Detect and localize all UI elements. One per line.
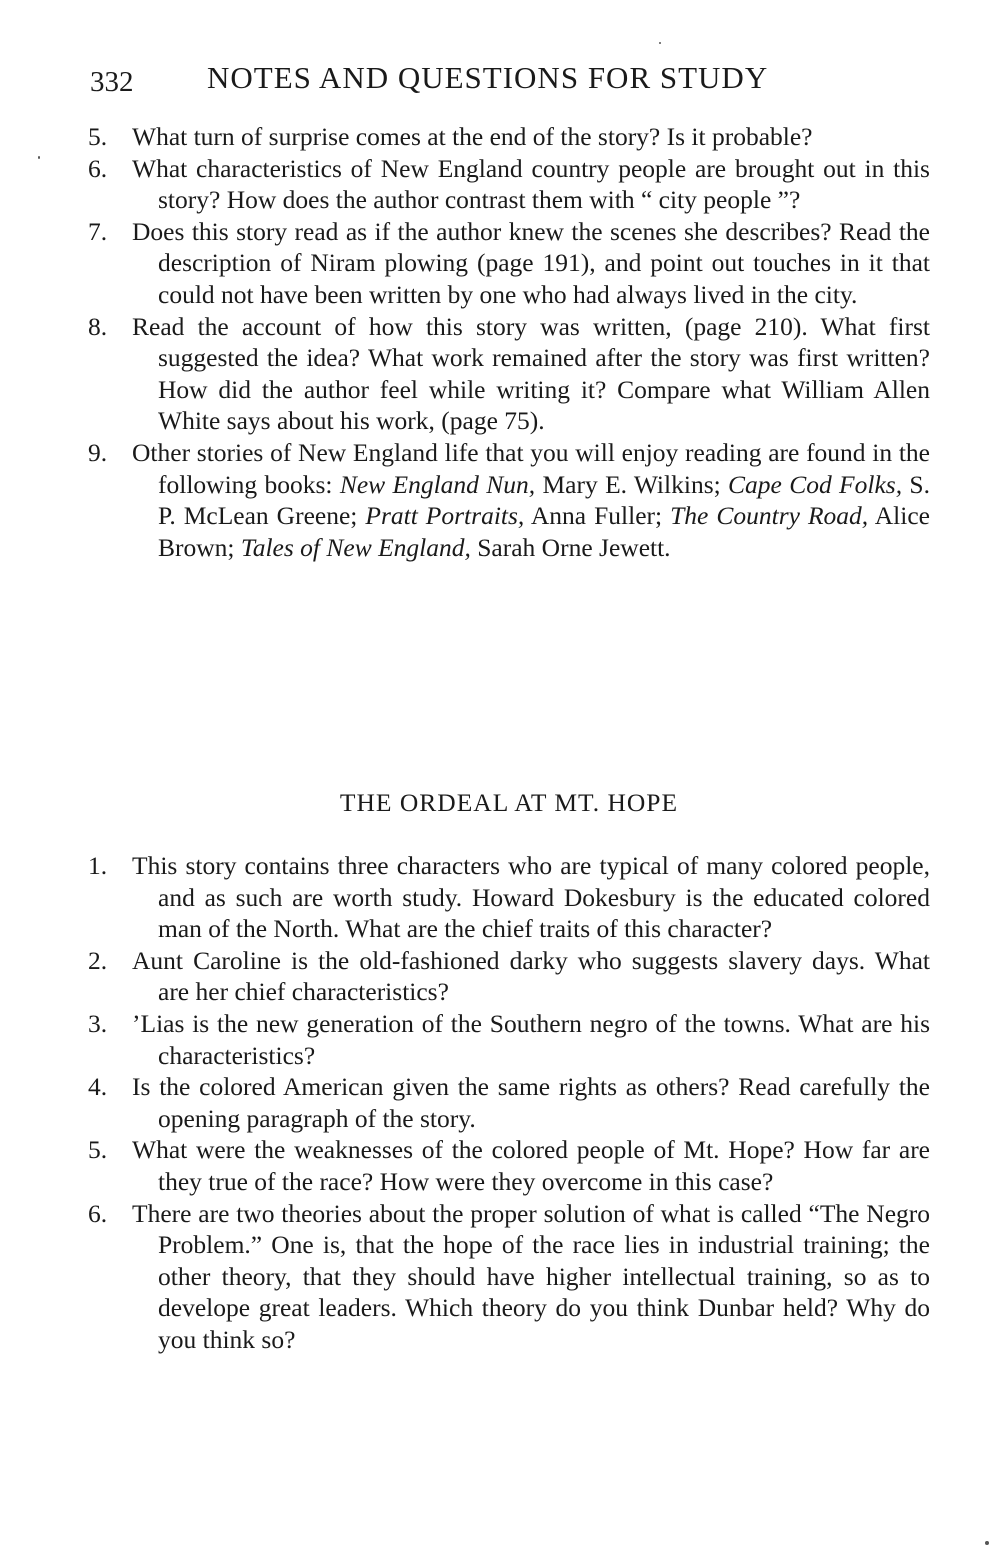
question-text-reading-list [132, 438, 930, 562]
question-text: Does this story read as if the author knew the scenes she describes? Read the description of Niram plowing (page 191), and point out touches in it that could not have been written by one who had always lived in the city. [132, 216, 930, 309]
question-number: 5. [88, 1135, 108, 1165]
question-number: 7. [88, 216, 108, 246]
question-number: 9. [88, 437, 108, 467]
list-item [88, 945, 930, 1008]
list-item [88, 153, 930, 216]
list-item [88, 437, 930, 563]
question-list-continued [88, 121, 930, 563]
question-text: Aunt Caroline is the old-fashioned darky who suggests slavery days. What are her chief characteristics? [132, 945, 930, 1007]
question-text: Read the account of how this story was written, (page 210). What first suggested the idea? What work remained after the story was first written? How did the author feel while writing it? Compare what William Allen White says about his work, (page 75). [132, 311, 930, 436]
running-head [90, 60, 830, 104]
question-number: 8. [88, 311, 108, 341]
question-number: 6. [88, 1198, 108, 1228]
question-text: ’Lias is the new generation of the Southern negro of the towns. What are his characteristics? [132, 1008, 930, 1070]
list-item [88, 1134, 930, 1197]
question-number: 2. [88, 945, 108, 975]
text-run: Mary E. Wilkins; [535, 469, 729, 499]
section-title: THE ORDEAL AT MT. HOPE [339, 788, 679, 817]
question-text: What characteristics of New England country people are brought out in this story? How does the author contrast them with “ city people ”? [132, 153, 930, 215]
question-text: Is the colored American given the same rights as others? Read carefully the opening paragraph of the story. [132, 1072, 930, 1133]
book-title: Cape Cod Folks, [728, 469, 903, 499]
list-item [88, 121, 930, 153]
text-run: Alice Brown; [158, 501, 930, 562]
list-item [88, 216, 930, 311]
scan-speck [985, 1541, 989, 1545]
scan-speck [38, 156, 40, 159]
text-run: Sarah Orne Jewett. [470, 532, 671, 562]
question-text: What were the weaknesses of the colored people of Mt. Hope? How far are they true of the race? How were they overcome in this case? [132, 1135, 930, 1196]
scan-speck [659, 42, 661, 44]
question-number: 6. [88, 153, 108, 183]
question-text: What turn of surprise comes at the end of the story? Is it probable? [132, 122, 813, 151]
book-title: New England Nun, [339, 469, 536, 499]
list-item [88, 311, 930, 437]
list-item [88, 1071, 930, 1134]
page-number: 332 [90, 66, 134, 98]
running-head-title: NOTES AND QUESTIONS FOR STUDY [207, 60, 769, 95]
book-title: Pratt Portraits, [365, 501, 525, 531]
question-number: 3. [88, 1008, 108, 1038]
question-list-ordeal [88, 850, 930, 1356]
book-title: Tales of New England, [240, 532, 471, 562]
question-text: There are two theories about the proper solution of what is called “The Negro Problem.” One is, that the hope of the race lies in industrial training; the other theory, that they should have higher intellectual training, so as to develope great leaders. Which theory do you think Dunbar held? Why do you think so? [132, 1198, 930, 1354]
question-number: 5. [88, 122, 108, 151]
list-item [88, 1008, 930, 1071]
question-number: 1. [88, 851, 108, 880]
list-item [88, 850, 930, 945]
list-item [88, 1198, 930, 1356]
text-run: S. P. McLean Greene; [158, 469, 930, 531]
book-title: The Country Road, [670, 501, 869, 531]
text-run: Other stories of New England life that you will enjoy reading are found in the following books: [132, 437, 930, 499]
text-run: Anna Fuller; [524, 501, 671, 531]
question-text: This story contains three characters who are typical of many colored people, and as such are worth study. Howard Dokesbury is the educated colored man of the North. What are the chief traits of this character? [132, 851, 930, 944]
question-number: 4. [88, 1072, 108, 1102]
